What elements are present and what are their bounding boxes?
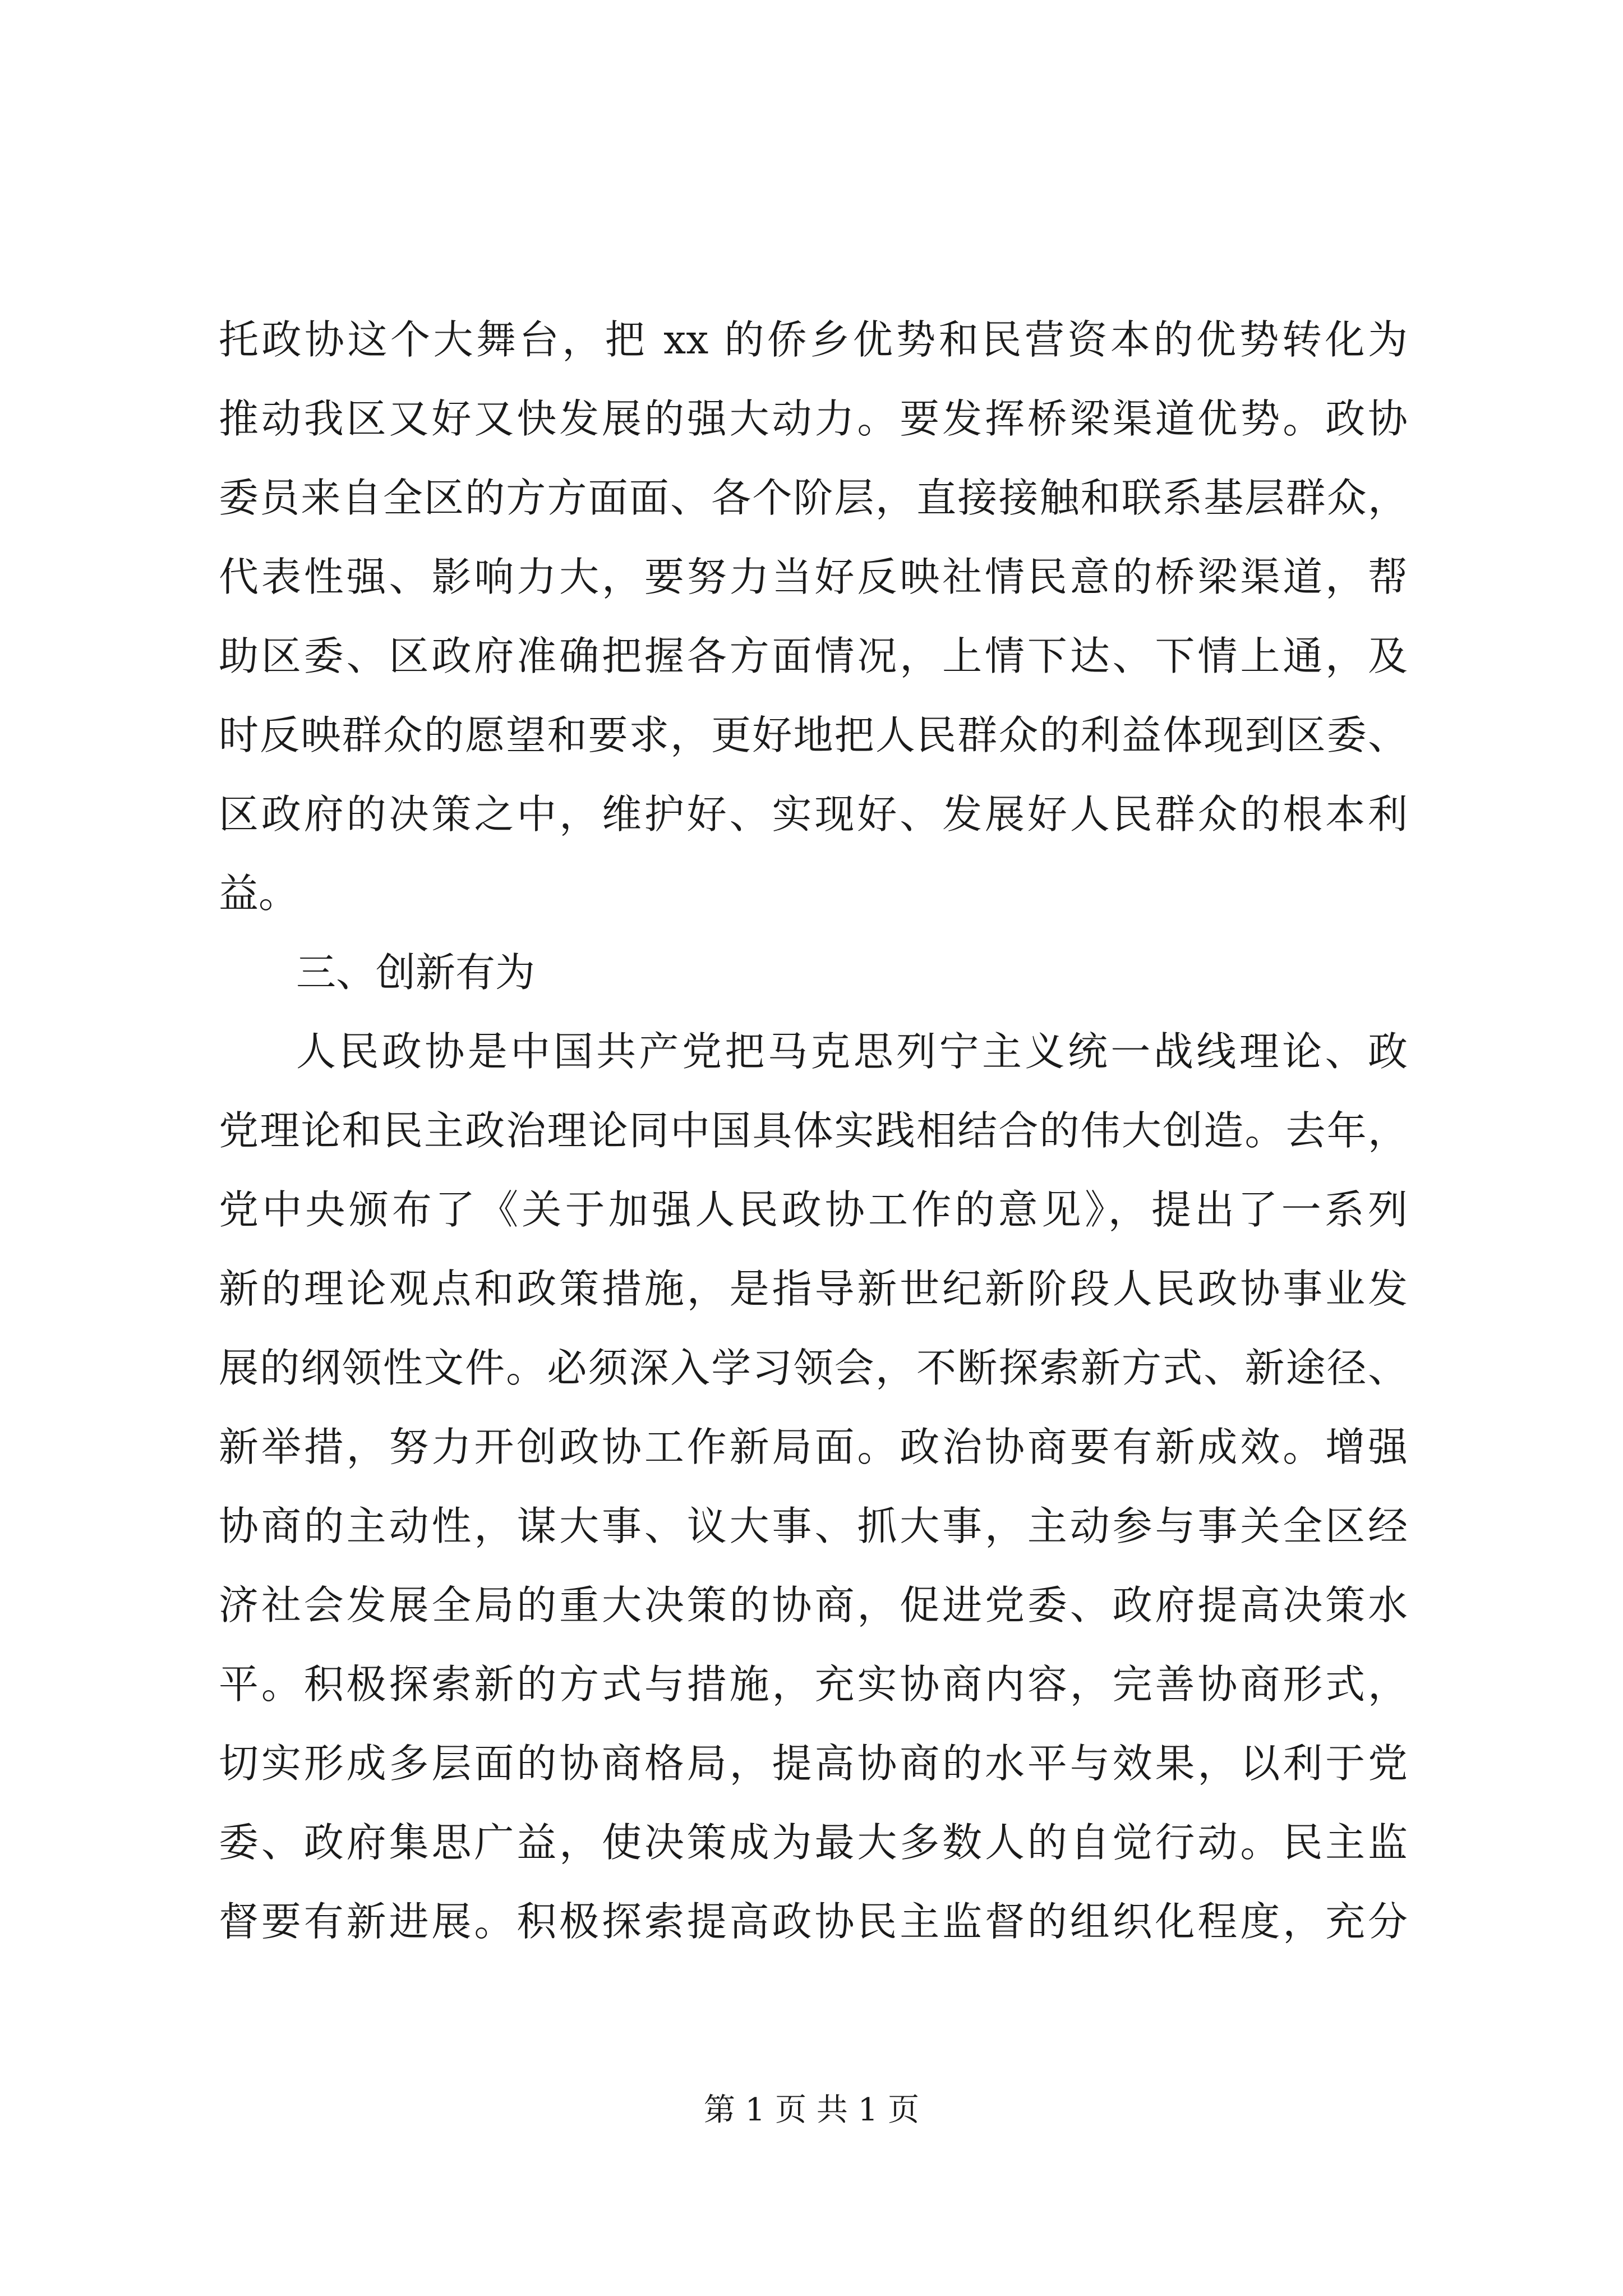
text-line: 新的理论观点和政策措施，是指导新世纪新阶段人民政协事业发 <box>219 1266 1408 1312</box>
text-line: 助区委、区政府准确把握各方面情况，上情下达、下情上通，及 <box>219 633 1408 679</box>
text-line: 新举措，努力开创政协工作新局面。政治协商要有新成效。增强 <box>219 1424 1408 1470</box>
text-line: 托政协这个大舞台，把 xx 的侨乡优势和民营资本的优势转化为 <box>219 316 1408 363</box>
text-line: 推动我区又好又快发展的强大动力。要发挥桥梁渠道优势。政协 <box>219 395 1408 442</box>
page-footer: 第 1 页 共 1 页 <box>703 2092 920 2128</box>
text-line: 益。 <box>219 870 299 917</box>
text-line: 区政府的决策之中，维护好、实现好、发展好人民群众的根本利 <box>219 791 1408 838</box>
text-line: 党中央颁布了《关于加强人民政协工作的意见》，提出了一系列 <box>219 1186 1408 1233</box>
text-line: 平。积极探索新的方式与措施，充实协商内容，完善协商形式， <box>219 1661 1408 1708</box>
text-line: 委员来自全区的方方面面、各个阶层，直接接触和联系基层群众， <box>219 475 1408 521</box>
document-body <box>219 300 1408 1961</box>
text-line: 济社会发展全局的重大决策的协商，促进党委、政府提高决策水 <box>219 1582 1408 1628</box>
text-line: 人民政协是中国共产党把马克思列宁主义统一战线理论、政 <box>296 1028 1408 1075</box>
text-line: 党理论和民主政治理论同中国具体实践相结合的伟大创造。去年， <box>219 1107 1408 1154</box>
text-line: 委、政府集思广益，使决策成为最大多数人的自觉行动。民主监 <box>219 1819 1408 1866</box>
text-line: 协商的主动性，谋大事、议大事、抓大事，主动参与事关全区经 <box>219 1503 1408 1549</box>
text-line: 代表性强、影响力大，要努力当好反映社情民意的桥梁渠道，帮 <box>219 554 1408 600</box>
text-line: 时反映群众的愿望和要求，更好地把人民群众的利益体现到区委、 <box>219 712 1408 758</box>
text-line: 切实形成多层面的协商格局，提高协商的水平与效果，以利于党 <box>219 1740 1408 1787</box>
section-heading: 三、创新有为 <box>296 949 536 996</box>
text-line: 督要有新进展。积极探索提高政协民主监督的组织化程度，充分 <box>219 1898 1408 1945</box>
text-line: 展的纲领性文件。必须深入学习领会，不断探索新方式、新途径、 <box>219 1345 1408 1391</box>
